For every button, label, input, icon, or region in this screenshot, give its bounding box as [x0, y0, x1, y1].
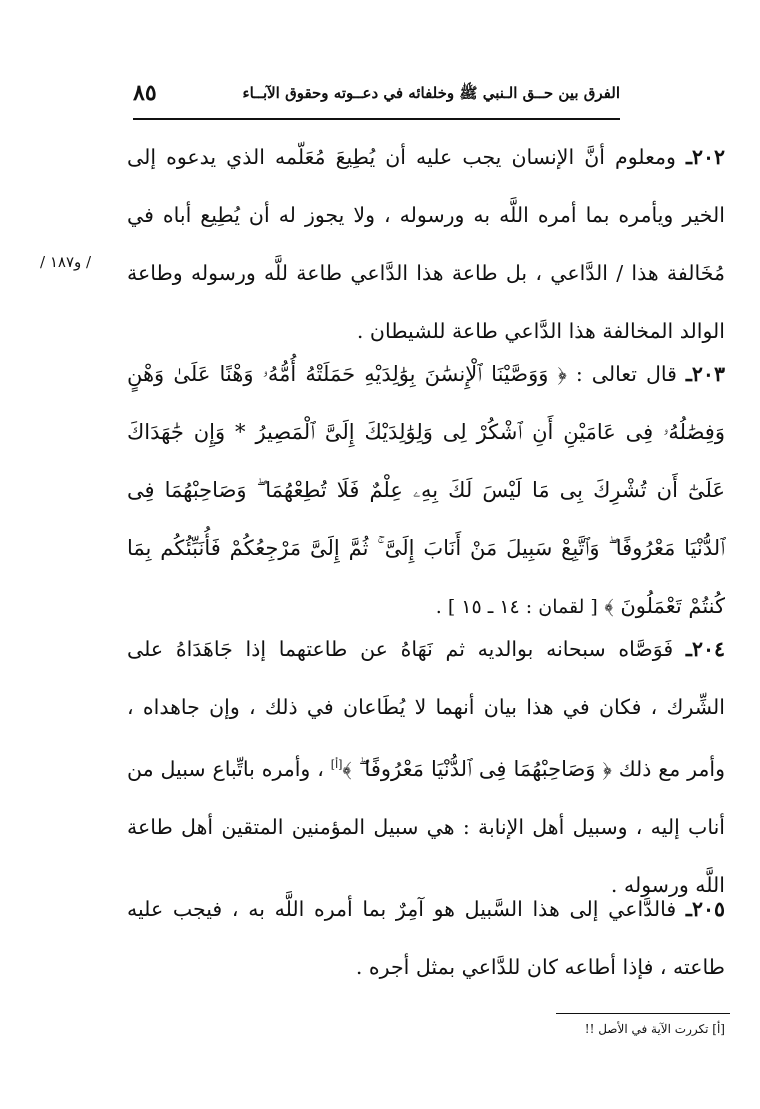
quran-verse: ﴿ وَوَصَّيْنَا ٱلْإِنسَٰنَ بِوَٰلِدَيْهِ حَمَلَتْهُ أُمُّهُۥ وَهْنًا عَلَىٰ وَهْنٍ وَفِصَٰلُهُۥ فِى عَامَيْنِ أَنِ ٱشْكُرْ لِى وَلِوَٰلِدَيْكَ إِلَىَّ ٱلْمَصِيرُ * وَإِن جَٰهَدَاكَ عَلَىٰٓ أَن تُشْرِكَ بِى مَا لَيْسَ لَكَ بِهِۦ عِلْمٌ فَلَا تُطِعْهُمَا ۖ وَصَاحِبْهُمَا فِى ٱلدُّنْيَا مَعْرُوفًا ۖ وَٱتَّبِعْ سَبِيلَ مَنْ أَنَابَ إِلَىَّ ۚ ثُمَّ إِلَىَّ مَرْجِعُكُمْ فَأُنَبِّئُكُم بِمَا كُنتُمْ تَعْمَلُونَ ﴾ [127, 362, 725, 618]
paragraph-text: فالدَّاعي إلى هذا السَّبيل هو آمِرٌ بما أمره اللَّه به ، فيجب عليه طاعته ، فإذا أطاعه كان للدَّاعي بمثل أجره . [127, 897, 725, 979]
footnote-marker: [أ] [330, 758, 343, 771]
quran-verse: ﴿ وَصَاحِبْهُمَا فِى ٱلدُّنْيَا مَعْرُوفًا ۖ ﴾ [342, 756, 612, 781]
paragraph-203 [127, 345, 725, 636]
manuscript-folio-note: / و١٨٧ / [40, 253, 92, 271]
paragraph-text-continued: ، وأمره باتِّباع سبيل من أناب إليه ، وسبيل أهل الإنابة : هي سبيل المؤمنين المتقين أهل طاعة اللَّه ورسوله . [127, 756, 725, 897]
paragraph-204 [127, 620, 725, 914]
paragraph-number: ٢٠٤ـ [685, 637, 725, 661]
header-title: الفرق بين حــق الـنبي ﷺ وخلفائه في دعــوته وحقوق الآبــاء [242, 84, 620, 102]
paragraph-number: ٢٠٣ـ [685, 362, 725, 386]
paragraph-text: ومعلوم أنَّ الإنسان يجب عليه أن يُطِيعَ مُعَلّمه الذي يدعوه إلى الخير ويأمره بما أمره اللَّه به ورسوله ، ولا يجوز له أن يُطِيع أباه في مُخَالفة هذا / الدَّاعي ، بل طاعة هذا الدَّاعي طاعة للَّه ورسوله وطاعة الوالد المخالفة هذا الدَّاعي طاعة للشيطان . [127, 145, 725, 343]
running-header [125, 80, 620, 112]
verse-reference: [ لقمان : ١٤ ـ ١٥ ] . [435, 596, 598, 618]
paragraph-number: ٢٠٢ـ [685, 145, 725, 169]
paragraph-202 [127, 128, 725, 360]
paragraph-number: ٢٠٥ـ [685, 897, 725, 921]
paragraph-lead: قال تعالى : [575, 362, 677, 386]
footnote-divider [556, 1013, 730, 1014]
page-number: ٨٥ [133, 80, 157, 106]
paragraph-205 [127, 880, 725, 996]
paragraph-text: فَوَصَّاه سبحانه بوالديه ثم نَهَاهُ عن طاعتهما إذا جَاهَدَاهُ على الشِّرك ، فكان في هذا بيان أنهما لا يُطَاعان في ذلك ، وإن جاهداه ، وأمر مع ذلك [127, 637, 725, 781]
header-divider [133, 118, 620, 120]
footnote: [أ] تكررت الآية في الأصل !! [584, 1022, 725, 1036]
